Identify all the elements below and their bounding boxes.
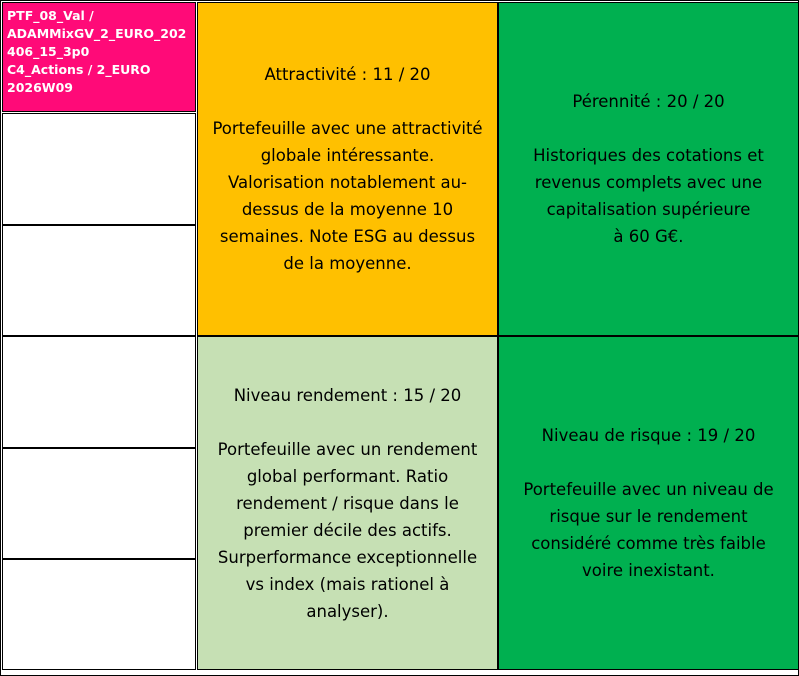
empty-side-cell [2,113,196,225]
perennite-panel [498,2,799,336]
perennite-title: Pérennité : 20 / 20 [572,92,725,111]
attractivite-title: Attractivité : 11 / 20 [264,65,431,84]
rendement-title: Niveau rendement : 15 / 20 [233,385,462,405]
risque-panel [498,336,799,670]
portfolio-tag: PTF_08_Val / ADAMMixGV_2_EURO_202 406_15_3p0 C4_Actions / 2_EURO 2026W09 [2,2,196,112]
rendement-description: Portefeuille avec un rendement global performant. Ratio rendement / risque dans le premier décile des actifs. Surperformance exceptionnelle vs index (mais rationel à analyser). [217,439,478,621]
risque-description: Portefeuille avec un niveau de risque sur le rendement considéré comme très faible voire inexistant. [523,480,774,580]
empty-side-cell [2,559,196,670]
attractivite-panel [197,2,498,336]
rendement-panel [197,336,498,670]
attractivite-description: Portefeuille avec une attractivité globale intéressante. Valorisation notablement au- dessus de la moyenne 10 semaines. Note ESG au dessus de la moyenne. [212,119,483,273]
empty-side-cell [2,225,196,336]
empty-side-cell [2,336,196,448]
perennite-description: Historiques des cotations et revenus complets avec une capitalisation supérieure à 60 G€. [533,146,764,246]
empty-side-cell [2,448,196,559]
risque-title: Niveau de risque : 19 / 20 [541,426,756,445]
